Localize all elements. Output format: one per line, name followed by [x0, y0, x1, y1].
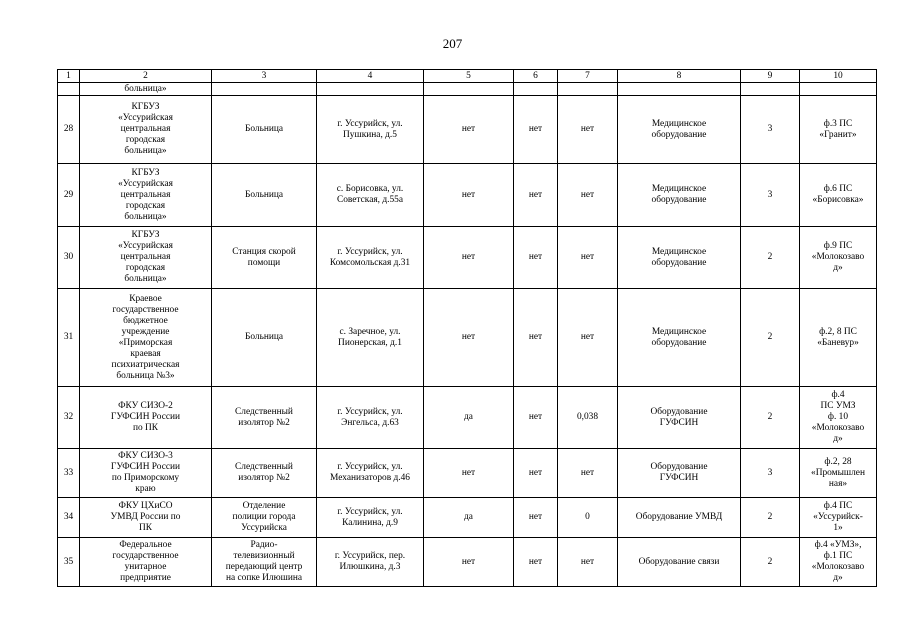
- cell-equipment: Медицинское оборудование: [618, 96, 741, 164]
- cell-c5: нет: [424, 538, 514, 587]
- cell-type: Отделение полиции города Уссурийска: [212, 498, 317, 538]
- cell-address: г. Уссурийск, ул. Калинина, д.9: [317, 498, 424, 538]
- cell-category: 2: [741, 538, 800, 587]
- cell-org: КГБУЗ «Уссурийская центральная городская больница»: [80, 96, 212, 164]
- cell-num: [58, 83, 80, 96]
- cell-org: ФКУ СИЗО-2 ГУФСИН России по ПК: [80, 387, 212, 449]
- cell-c6: нет: [514, 164, 558, 227]
- cell-num: 29: [58, 164, 80, 227]
- table-row: [58, 289, 877, 387]
- column-header: 9: [741, 70, 800, 83]
- cell-address: с. Борисовка, ул. Советская, д.55а: [317, 164, 424, 227]
- cell-c7: 0,038: [558, 387, 618, 449]
- header-row: [58, 70, 877, 83]
- cell-c5: нет: [424, 164, 514, 227]
- cell-c6: нет: [514, 538, 558, 587]
- cell-c7: нет: [558, 164, 618, 227]
- cell-category: 2: [741, 498, 800, 538]
- table-row: [58, 227, 877, 289]
- cell-type: Радио- телевизионный передающий центр на сопке Илюшина: [212, 538, 317, 587]
- column-header: 7: [558, 70, 618, 83]
- cell-category: [741, 83, 800, 96]
- cell-c7: [558, 83, 618, 96]
- cell-org: больница»: [80, 83, 212, 96]
- cell-equipment: Медицинское оборудование: [618, 289, 741, 387]
- cell-feeder: ф.2, 28 «Промышлен ная»: [800, 449, 877, 498]
- cell-c6: нет: [514, 289, 558, 387]
- cell-c5: да: [424, 498, 514, 538]
- cell-equipment: [618, 83, 741, 96]
- cell-category: 3: [741, 96, 800, 164]
- cell-org: Краевое государственное бюджетное учреждение «Приморская краевая психиатрическая больница №3»: [80, 289, 212, 387]
- cell-c7: нет: [558, 227, 618, 289]
- cell-feeder: ф.9 ПС «Молокозаво д»: [800, 227, 877, 289]
- cell-address: г. Уссурийск, ул. Пушкина, д.5: [317, 96, 424, 164]
- cell-address: [317, 83, 424, 96]
- cell-type: Больница: [212, 164, 317, 227]
- cell-equipment: Оборудование связи: [618, 538, 741, 587]
- cell-num: 32: [58, 387, 80, 449]
- table-row: [58, 96, 877, 164]
- cell-c5: нет: [424, 449, 514, 498]
- data-table: [57, 69, 877, 587]
- cell-feeder: ф.2, 8 ПС «Баневур»: [800, 289, 877, 387]
- cell-c6: нет: [514, 387, 558, 449]
- cell-c5: нет: [424, 96, 514, 164]
- cell-num: 35: [58, 538, 80, 587]
- cell-c6: [514, 83, 558, 96]
- cell-equipment: Оборудование ГУФСИН: [618, 387, 741, 449]
- table-row: [58, 538, 877, 587]
- cell-feeder: ф.4 ПС «Уссурийск- 1»: [800, 498, 877, 538]
- cell-c6: нет: [514, 498, 558, 538]
- table-row: [58, 449, 877, 498]
- page-number: 207: [442, 36, 463, 51]
- cell-category: 2: [741, 227, 800, 289]
- cell-type: Следственный изолятор №2: [212, 449, 317, 498]
- cell-address: с. Заречное, ул. Пионерская, д.1: [317, 289, 424, 387]
- cell-address: г. Уссурийск, ул. Комсомольская д.31: [317, 227, 424, 289]
- cell-org: КГБУЗ «Уссурийская центральная городская больница»: [80, 227, 212, 289]
- column-header: 6: [514, 70, 558, 83]
- continued-row: [58, 83, 877, 96]
- cell-feeder: ф.4 ПС УМЗ ф. 10 «Молокозаво д»: [800, 387, 877, 449]
- cell-type: [212, 83, 317, 96]
- cell-address: г. Уссурийск, пер. Илюшкина, д.3: [317, 538, 424, 587]
- cell-c7: нет: [558, 538, 618, 587]
- cell-type: Станция скорой помощи: [212, 227, 317, 289]
- cell-equipment: Медицинское оборудование: [618, 164, 741, 227]
- cell-feeder: ф.3 ПС «Гранит»: [800, 96, 877, 164]
- column-header: 1: [58, 70, 80, 83]
- cell-type: Больница: [212, 289, 317, 387]
- cell-feeder: ф.6 ПС «Борисовка»: [800, 164, 877, 227]
- cell-num: 30: [58, 227, 80, 289]
- cell-num: 28: [58, 96, 80, 164]
- cell-equipment: Медицинское оборудование: [618, 227, 741, 289]
- cell-type: Больница: [212, 96, 317, 164]
- cell-c7: нет: [558, 289, 618, 387]
- cell-c7: нет: [558, 449, 618, 498]
- cell-category: 3: [741, 164, 800, 227]
- cell-c6: нет: [514, 449, 558, 498]
- cell-org: Федеральное государственное унитарное предприятие: [80, 538, 212, 587]
- cell-c7: нет: [558, 96, 618, 164]
- cell-num: 33: [58, 449, 80, 498]
- cell-feeder: ф.4 «УМЗ», ф.1 ПС «Молокозаво д»: [800, 538, 877, 587]
- cell-c7: 0: [558, 498, 618, 538]
- cell-num: 34: [58, 498, 80, 538]
- cell-address: г. Уссурийск, ул. Энгельса, д.63: [317, 387, 424, 449]
- cell-feeder: [800, 83, 877, 96]
- cell-org: КГБУЗ «Уссурийская центральная городская больница»: [80, 164, 212, 227]
- column-header: 5: [424, 70, 514, 83]
- cell-c6: нет: [514, 227, 558, 289]
- cell-address: г. Уссурийск, ул. Механизаторов д.46: [317, 449, 424, 498]
- cell-equipment: Оборудование ГУФСИН: [618, 449, 741, 498]
- cell-org: ФКУ СИЗО-3 ГУФСИН России по Приморскому краю: [80, 449, 212, 498]
- column-header: 10: [800, 70, 877, 83]
- column-header: 2: [80, 70, 212, 83]
- table-row: [58, 387, 877, 449]
- column-header: 8: [618, 70, 741, 83]
- cell-category: 2: [741, 289, 800, 387]
- cell-category: 2: [741, 387, 800, 449]
- cell-c5: нет: [424, 289, 514, 387]
- table-row: [58, 498, 877, 538]
- cell-num: 31: [58, 289, 80, 387]
- cell-c6: нет: [514, 96, 558, 164]
- cell-category: 3: [741, 449, 800, 498]
- column-header: 4: [317, 70, 424, 83]
- cell-c5: нет: [424, 227, 514, 289]
- cell-c5: [424, 83, 514, 96]
- cell-equipment: Оборудование УМВД: [618, 498, 741, 538]
- cell-c5: да: [424, 387, 514, 449]
- cell-type: Следственный изолятор №2: [212, 387, 317, 449]
- cell-org: ФКУ ЦХиСО УМВД России по ПК: [80, 498, 212, 538]
- column-header: 3: [212, 70, 317, 83]
- table-row: [58, 164, 877, 227]
